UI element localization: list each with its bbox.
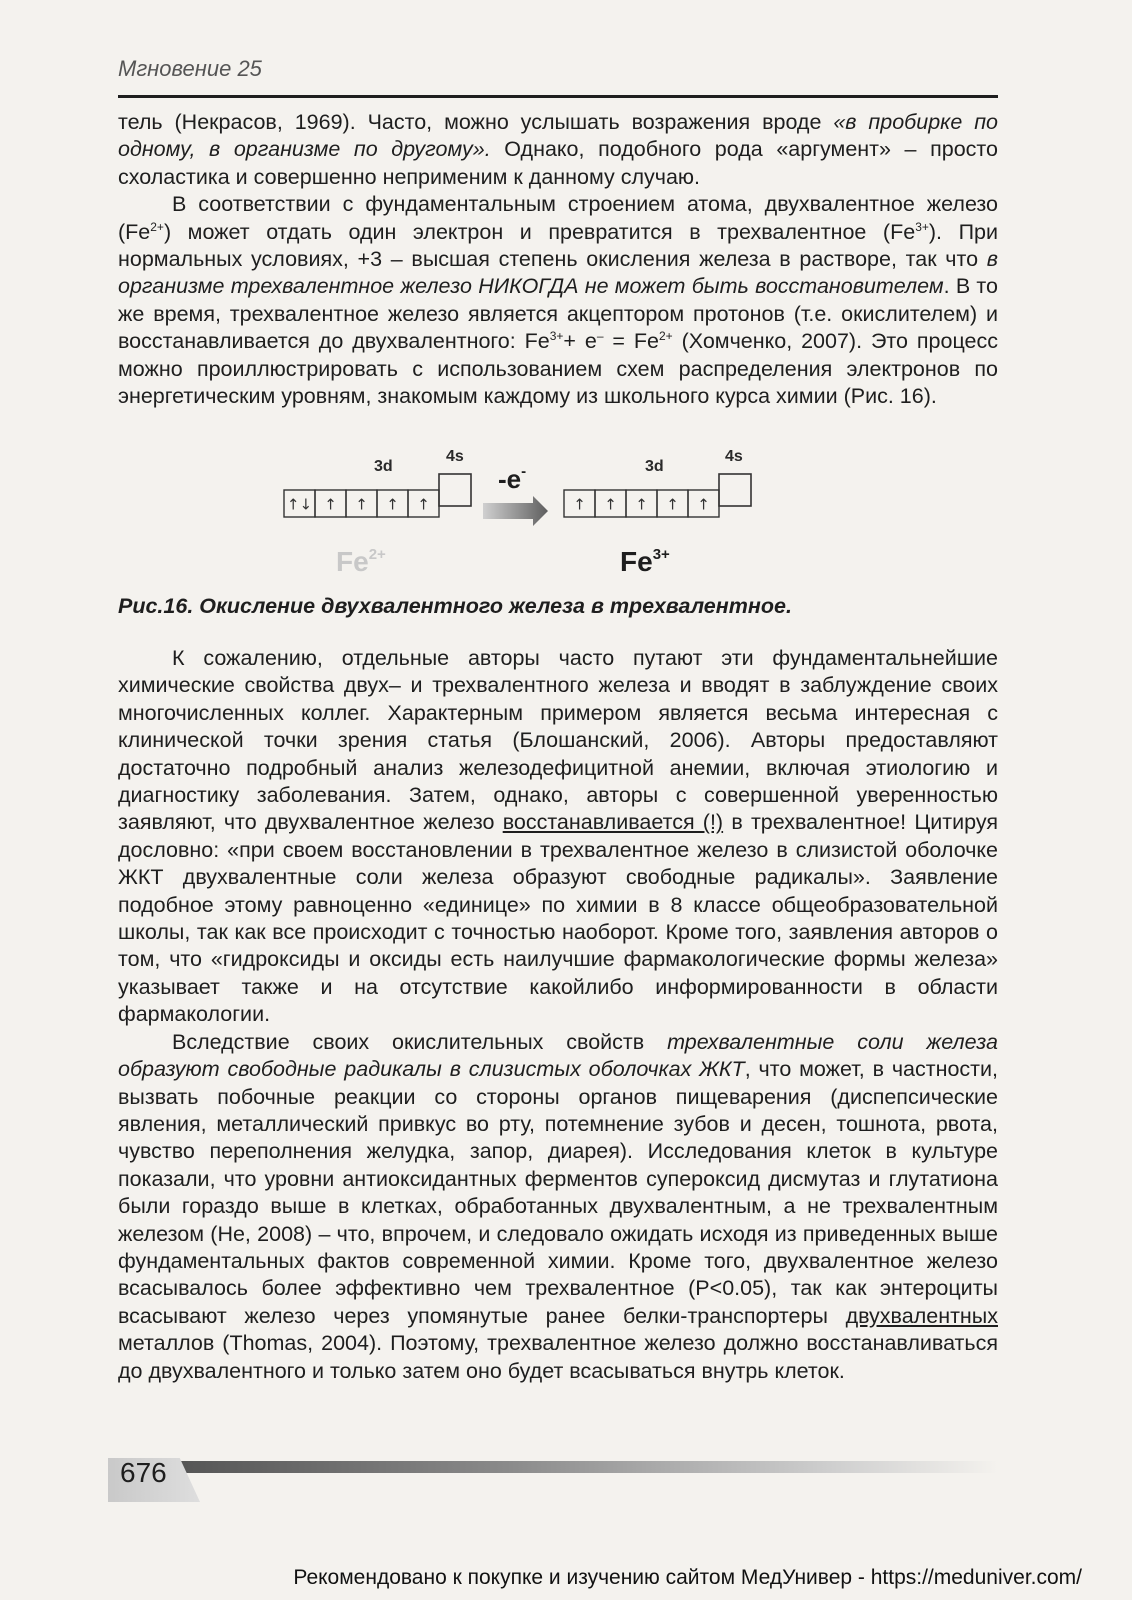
text-span: Вследствие своих окислительных свойств [172, 1029, 668, 1054]
underlined-text: восстанавливается (!) [502, 810, 724, 835]
text-span: В соответствии с фундаментальным строением атома, двухвалентное железо (Fe [118, 192, 998, 244]
running-head: Мгновение 25 [118, 56, 262, 81]
superscript: 2+ [150, 219, 164, 234]
footer-gradient-bar [178, 1461, 998, 1473]
left-orbital-electron-3: ↑ [355, 495, 368, 514]
text-span: в трехвалентное! Цитируя дословно: «при своем восстановлении в трехвалентное железо в слизистой оболочке ЖКТ двухвалентные соли железа образуют свободные радикалы». Заявление подобное этому равноценно «единице» по химии в 8 классе общеобразовательной школы, так как все происходит с точностью наоборот. Кроме того, заявления авторов о том, что «гидроксиды и оксиды есть наилучшие фармакологические формы железа» указывает также и на отсутствие какойлибо информированности в области фармакологии. [118, 810, 998, 1027]
arrow-label-text: -e [498, 464, 522, 494]
text-span: Однако, подобного рода «аргумент» – просто схоластика и совершенно неприменим к данному случаю. [118, 137, 998, 189]
arrow-label-sup: - [521, 463, 527, 480]
right-orbital-3d [564, 490, 719, 517]
text-span: = Fe [603, 329, 659, 354]
paragraph-3 [118, 645, 998, 1029]
underlined-text: двухвалентных [845, 1303, 998, 1328]
text-span: + e [563, 329, 597, 354]
right-orbital-4s [719, 474, 751, 506]
left-orbital-3d [284, 490, 439, 517]
text-block-top [118, 109, 998, 410]
left-orbital-electron-1: ↑↓ [286, 495, 313, 514]
right-orbital-electron-4: ↑ [666, 495, 679, 514]
text-span: К сожалению, отдельные авторы часто путают эти фундаментальнейшие химические свойства двух– и трехвалентного железа и вводят в заблуждение своих многочисленных коллег. Характерным примером является весьма интересная с клинической точки зрения статья (Блошанский, 2006). Авторы предоставляют достаточно подробный анализ железодефицитной анемии, включая этиологию и диагностику заболевания. Затем, однако, авторы с совершенной уверенностью заявляют, что двухвалентное железо [118, 646, 998, 835]
italic-emphasis: трехвалентные соли железа образуют свободные радикалы в слизистых оболочках ЖКТ [118, 1029, 998, 1082]
text-span: , что может, в частности, вызвать побочные реакции со стороны органов пищеварения (диспепсические явления, металлический привкус во рту, потемнение зубов и десен, тошнота, рвота, чувство переполнения желудка, запор, диарея). Исследования клеток в культуре показали, что уровни антиоксидантных ферментов супероксид дисмутаз и глутатиона были гораздо выше в клетках, обработанных двухвалентным, а не трехвалентным железом (He, 2008) – что, впрочем, и следовало ожидать исходя из приведенных выше фундаментальных фактов современной химии. Кроме того, двухвалентное железо всасывалось более эффективно чем трехвалентное (P<0.05), так как энтероциты всасывают железо через упомянутые ранее белки-транспортеры [118, 1057, 999, 1328]
right-orbital-electron-5: ↑ [697, 495, 710, 514]
superscript: – [596, 329, 604, 344]
text-span: ). При нормальных условиях, +3 – высшая степень окисления железа в растворе, так что [118, 219, 998, 272]
paragraph-1 [118, 109, 998, 191]
text-span: металлов (Thomas, 2004). Поэтому, трехвалентное железо должно восстанавливаться до двухвалентного и только затем оно будет всасываться внутрь клеток. [118, 1331, 998, 1383]
ion-right-sup: 3+ [652, 546, 670, 563]
ion-fe2-label [336, 546, 386, 578]
header-rule [118, 95, 998, 98]
label-3d-right: 3d [645, 458, 664, 475]
left-orbital-electron-2: ↑ [324, 495, 337, 514]
text-span: . В то же время, трехвалентное железо является акцептором протонов (т.е. окислителем) и восстанавливается до двухвалентного: Fe [118, 274, 998, 354]
figure-caption: Рис.16. Окисление двухвалентного железа в трехвалентное. [118, 594, 792, 618]
page-number: 676 [120, 1457, 167, 1488]
figure-diagram [118, 458, 998, 588]
right-orbital-electron-2: ↑ [604, 495, 617, 514]
watermark: Рекомендовано к покупке и изучению сайтом МедУнивер - https://meduniver.com/ [293, 1566, 1082, 1589]
text-span: (Хомченко, 2007). Это процесс можно проиллюстрировать с использованием схем распределения электронов по энергетическим уровням, знакомым каждому из школьного курса химии (Рис. 16). [118, 329, 998, 409]
label-3d-left: 3d [374, 458, 393, 475]
text-span: тель (Некрасов, 1969). Часто, можно услышать возражения вроде [118, 110, 834, 134]
superscript: 2+ [658, 329, 673, 344]
electron-loss-label [498, 464, 526, 495]
text-block-bottom [118, 645, 998, 1385]
ion-fe3-label [620, 546, 670, 578]
ion-right-text: Fe [620, 546, 653, 577]
ion-left-text: Fe [336, 546, 369, 577]
label-4s-left: 4s [446, 448, 464, 465]
italic-emphasis: в организме трехвалентное железо НИКОГДА не может быть восстановителем [118, 247, 998, 299]
superscript: 3+ [549, 329, 564, 344]
text-span: ) может отдать один электрон и превратится в трехвалентное (Fe [163, 219, 916, 244]
paragraph-4 [118, 1029, 998, 1385]
italic-quote: «в пробирке по одному, в организме по другому». [118, 110, 998, 162]
paragraph-2 [118, 191, 998, 410]
right-orbital-electron-3: ↑ [635, 495, 648, 514]
arrow-icon [483, 496, 548, 526]
left-orbital-electron-4: ↑ [386, 495, 399, 514]
right-orbital-electron-1: ↑ [573, 495, 586, 514]
figure-16 [118, 448, 998, 588]
superscript: 3+ [915, 219, 929, 234]
ion-left-sup: 2+ [368, 546, 386, 563]
left-orbital-electron-5: ↑ [417, 495, 430, 514]
label-4s-right: 4s [725, 448, 743, 465]
left-orbital-4s [439, 474, 471, 506]
